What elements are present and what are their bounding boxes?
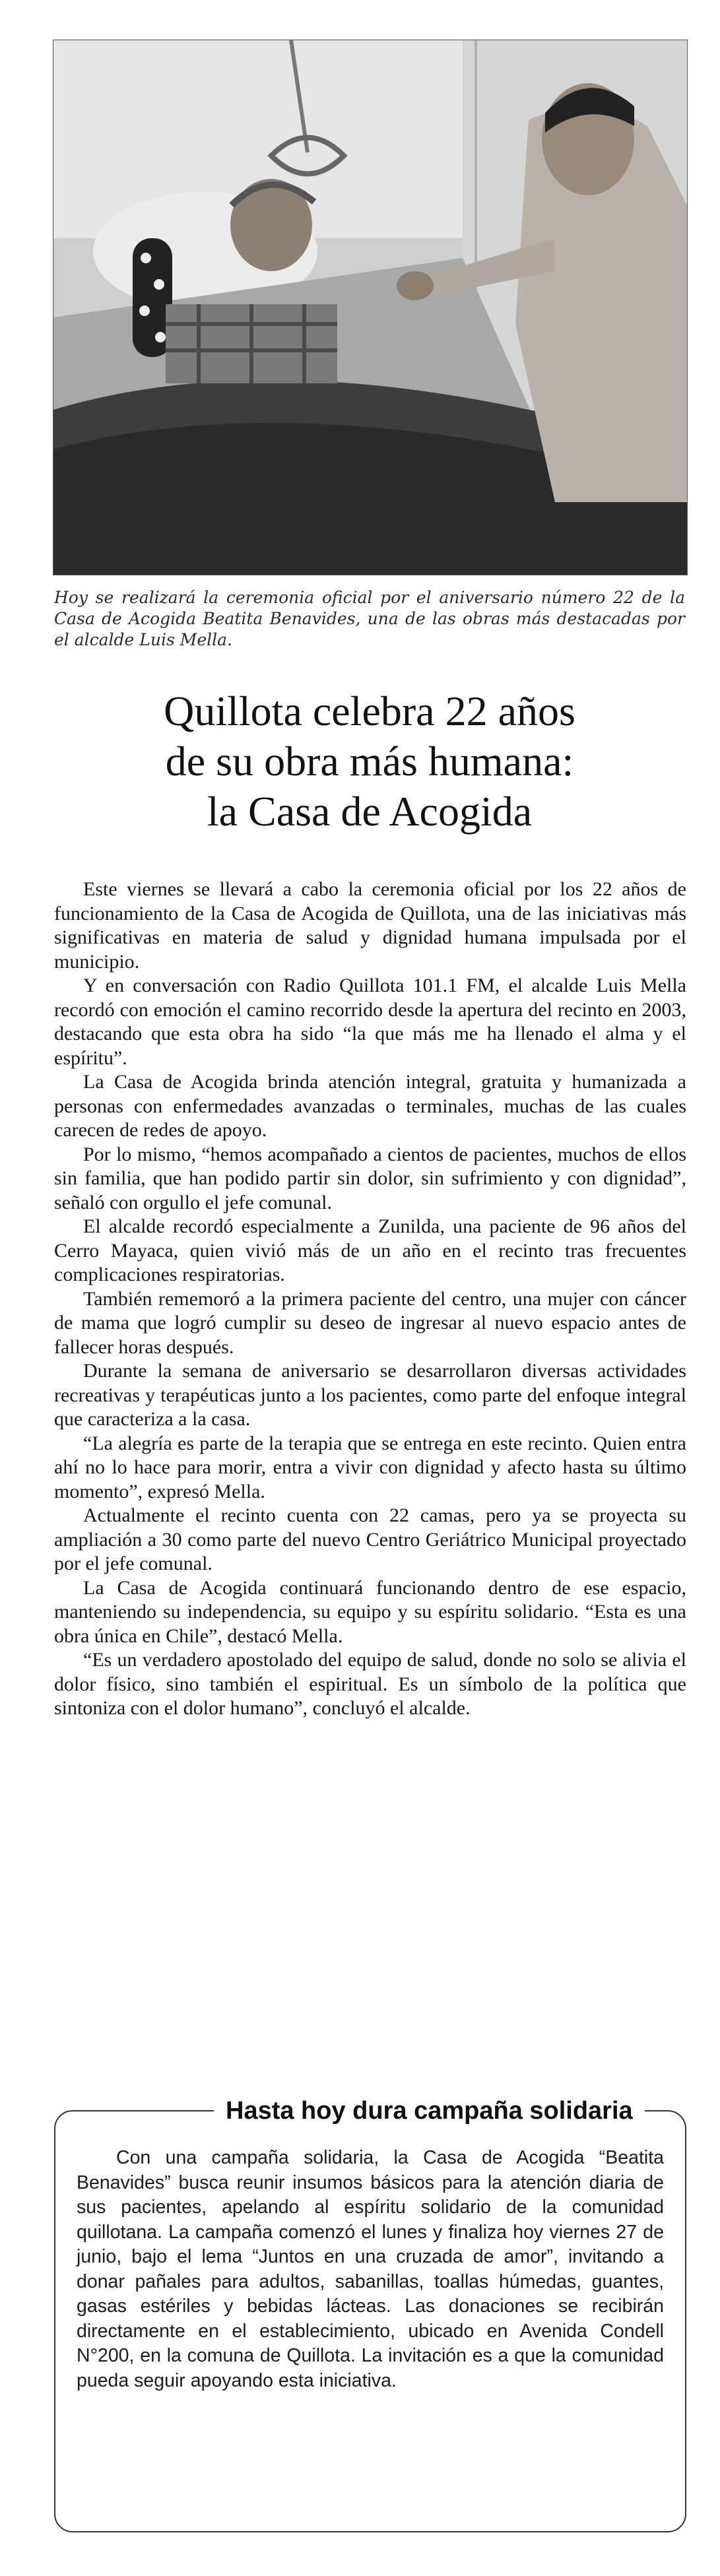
body-paragraph: Y en conversación con Radio Quillota 101.1 FM, el alcalde Luis Mella recordó con emoción el camino recorrido desde la apertura del recinto en 2003, destacando que esta obra ha sido “la que más me ha llenado el alma y el espíritu”. (54, 975, 686, 1069)
body-paragraph: Durante la semana de aniversario se desarrollaron diversas actividades recreativas y terapéuticas junto a los pacientes, como parte del enfoque integral que caracteriza a la casa. (54, 1360, 686, 1430)
sidebar-text (77, 2146, 664, 2393)
sidebar-paragraph: Con una campaña solidaria, la Casa de Acogida “Beatita Benavides” busca reunir insumos básicos para la atención diaria de sus pacientes, apelando al espíritu solidario de la comunidad quillotana. La campaña comenzó el lunes y finaliza hoy viernes 27 de junio, bajo el lema “Juntos en una cruzada de amor”, invitando a donar pañales para adultos, sabanillas, toallas húmedas, guantes, gasas estériles y bebidas lácteas. Las donaciones se recibirán directamente en el establecimiento, ubicado en Avenida Condell N°200, en la comuna de Quillota. La invitación es a que la comunidad pueda seguir apoyando esta iniciativa. (77, 2147, 664, 2391)
photo-caption: Hoy se realizará la ceremonia oficial por el aniversario número 22 de la Casa de Acogida Beatita Benavides, una de las obras más destacadas por el alcalde Luis Mella. (54, 588, 685, 649)
sidebar-box (54, 2097, 686, 2532)
body-paragraph: “Es un verdadero apostolado del equipo de salud, donde no solo se alivia el dolor físico, sino también el espiritual. Es un símbolo de la política que sintoniza con el dolor humano”, concluyó el alcalde. (54, 1649, 686, 1719)
body-paragraph: La Casa de Acogida brinda atención integral, gratuita y humanizada a personas con enfermedades avanzadas o terminales, muchas de las cuales carecen de redes de apoyo. (54, 1071, 686, 1141)
body-paragraph: Este viernes se llevará a cabo la ceremonia oficial por los 22 años de funcionamiento de la Casa de Acogida de Quillota, una de las iniciativas más significativas en materia de salud y dignidad humana impulsada por el municipio. (54, 878, 686, 973)
body-paragraph: También rememoró a la primera paciente del centro, una mujer con cáncer de mama que logró cumplir su deseo de ingresar al nuevo espacio antes de fallecer horas después. (54, 1287, 686, 1358)
body-paragraph: Por lo mismo, “hemos acompañado a cientos de pacientes, muchos de ellos sin familia, que han podido partir sin dolor, sin sufrimiento y con dignidad”, señaló con orgullo el jefe comunal. (54, 1143, 686, 1213)
article-body (54, 878, 686, 1721)
body-paragraph: “La alegría es parte de la terapia que se entrega en este recinto. Quien entra ahí no lo hace para morir, entra a vivir con dignidad y afecto hasta su último momento”, expresó Mella. (54, 1432, 686, 1502)
article-headline (53, 686, 686, 837)
body-paragraph: Actualmente el recinto cuenta con 22 camas, pero ya se proyecta su ampliación a 30 como parte del nuevo Centro Geriátrico Municipal proyectado por el jefe comunal. (54, 1504, 686, 1574)
photo-illustration (53, 40, 687, 575)
headline-line-2: de su obra más humana: (165, 738, 574, 785)
headline-line-1: Quillota celebra 22 años (164, 688, 575, 734)
body-paragraph: La Casa de Acogida continuará funcionando dentro de ese espacio, manteniendo su independencia, su equipo y su espíritu solidario. “Esta es una obra única en Chile”, destacó Mella. (54, 1576, 686, 1647)
body-paragraph: El alcalde recordó especialmente a Zunilda, una paciente de 96 años del Cerro Mayaca, quien vivió más de un año en el recinto tras frecuentes complicaciones respiratorias. (54, 1215, 686, 1285)
headline-line-3: la Casa de Acogida (207, 788, 533, 835)
article-photo (53, 40, 688, 575)
sidebar-title: Hasta hoy dura campaña solidaria (214, 2094, 645, 2127)
